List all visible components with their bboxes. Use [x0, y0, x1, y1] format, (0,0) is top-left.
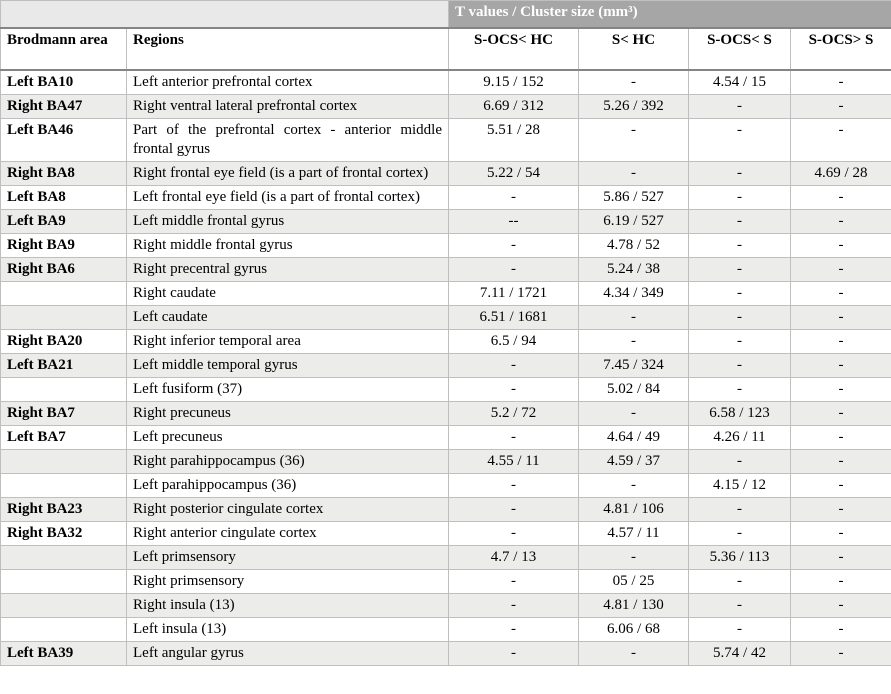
brodmann-area-cell: [1, 305, 127, 329]
brodmann-area-cell: Right BA6: [1, 257, 127, 281]
brodmann-area-cell: Left BA10: [1, 70, 127, 95]
table-row: [1, 329, 891, 353]
region-cell: Left middle temporal gyrus: [127, 353, 449, 377]
table-row: [1, 593, 891, 617]
table-row: [1, 449, 891, 473]
region-cell: Right frontal eye field (is a part of frontal cortex): [127, 161, 449, 185]
s-ocs-lt-hc-cell: -: [449, 425, 579, 449]
table-row: [1, 617, 891, 641]
s-lt-hc-cell: 4.59 / 37: [579, 449, 689, 473]
s-ocs-lt-s-cell: -: [689, 497, 791, 521]
s-ocs-lt-s-cell: -: [689, 329, 791, 353]
table-row: [1, 377, 891, 401]
s-lt-hc-cell: 5.02 / 84: [579, 377, 689, 401]
region-cell: Left middle frontal gyrus: [127, 209, 449, 233]
table-row: [1, 118, 891, 161]
brodmann-area-cell: [1, 545, 127, 569]
s-ocs-lt-s-cell: 4.15 / 12: [689, 473, 791, 497]
s-ocs-gt-s-cell: -: [791, 329, 891, 353]
s-ocs-lt-hc-cell: -: [449, 257, 579, 281]
s-ocs-gt-s-cell: -: [791, 305, 891, 329]
s-lt-hc-cell: -: [579, 329, 689, 353]
s-lt-hc-cell: -: [579, 545, 689, 569]
s-ocs-lt-s-cell: -: [689, 257, 791, 281]
s-ocs-lt-hc-cell: 6.5 / 94: [449, 329, 579, 353]
s-ocs-lt-s-cell: -: [689, 94, 791, 118]
s-ocs-gt-s-cell: -: [791, 641, 891, 665]
s-ocs-lt-hc-cell: 6.69 / 312: [449, 94, 579, 118]
s-lt-hc-cell: -: [579, 118, 689, 161]
s-ocs-lt-s-cell: 4.26 / 11: [689, 425, 791, 449]
s-ocs-gt-s-cell: -: [791, 353, 891, 377]
s-ocs-lt-hc-cell: -: [449, 569, 579, 593]
s-ocs-gt-s-cell: -: [791, 185, 891, 209]
table-row: [1, 569, 891, 593]
table-row: [1, 161, 891, 185]
s-ocs-gt-s-cell: -: [791, 521, 891, 545]
s-ocs-lt-hc-cell: 9.15 / 152: [449, 70, 579, 95]
region-cell: Right caudate: [127, 281, 449, 305]
brodmann-area-cell: [1, 569, 127, 593]
brodmann-area-cell: [1, 617, 127, 641]
s-ocs-lt-s-cell: -: [689, 281, 791, 305]
brodmann-area-cell: [1, 281, 127, 305]
s-lt-hc-cell: 4.78 / 52: [579, 233, 689, 257]
region-cell: Right posterior cingulate cortex: [127, 497, 449, 521]
table-row: [1, 94, 891, 118]
table-row: [1, 473, 891, 497]
s-lt-hc-cell: 6.06 / 68: [579, 617, 689, 641]
s-ocs-gt-s-cell: -: [791, 377, 891, 401]
s-ocs-gt-s-cell: -: [791, 70, 891, 95]
s-lt-hc-cell: -: [579, 473, 689, 497]
region-cell: Right parahippocampus (36): [127, 449, 449, 473]
s-ocs-lt-s-cell: -: [689, 593, 791, 617]
s-ocs-lt-s-cell: -: [689, 449, 791, 473]
brodmann-area-cell: [1, 377, 127, 401]
table-row: [1, 497, 891, 521]
s-ocs-lt-hc-cell: -: [449, 593, 579, 617]
s-ocs-lt-hc-cell: 4.55 / 11: [449, 449, 579, 473]
table-row: [1, 185, 891, 209]
s-ocs-gt-s-cell: 4.69 / 28: [791, 161, 891, 185]
s-lt-hc-cell: 4.57 / 11: [579, 521, 689, 545]
brodmann-area-cell: Right BA9: [1, 233, 127, 257]
s-ocs-lt-hc-cell: 5.22 / 54: [449, 161, 579, 185]
s-lt-hc-cell: 4.34 / 349: [579, 281, 689, 305]
s-ocs-lt-hc-cell: 7.11 / 1721: [449, 281, 579, 305]
s-ocs-lt-s-cell: -: [689, 353, 791, 377]
s-ocs-lt-s-cell: -: [689, 305, 791, 329]
region-cell: Right ventral lateral prefrontal cortex: [127, 94, 449, 118]
brodmann-area-cell: Right BA32: [1, 521, 127, 545]
brodmann-area-cell: [1, 593, 127, 617]
s-ocs-gt-s-cell: -: [791, 94, 891, 118]
brodmann-area-cell: [1, 473, 127, 497]
region-cell: Left parahippocampus (36): [127, 473, 449, 497]
table-row: [1, 545, 891, 569]
s-ocs-lt-s-cell: 6.58 / 123: [689, 401, 791, 425]
brodmann-area-cell: Left BA39: [1, 641, 127, 665]
s-lt-hc-cell: -: [579, 70, 689, 95]
s-ocs-gt-s-cell: -: [791, 425, 891, 449]
s-ocs-lt-hc-cell: -: [449, 353, 579, 377]
s-lt-hc-cell: 5.86 / 527: [579, 185, 689, 209]
brodmann-area-cell: [1, 449, 127, 473]
region-cell: Right precentral gyrus: [127, 257, 449, 281]
column-header-s-ocs-gt-s: S-OCS> S: [791, 28, 891, 70]
table-row: [1, 281, 891, 305]
region-cell: Left fusiform (37): [127, 377, 449, 401]
table-row: [1, 209, 891, 233]
s-ocs-lt-hc-cell: -: [449, 497, 579, 521]
s-ocs-gt-s-cell: -: [791, 473, 891, 497]
banner-title: T values / Cluster size (mm³): [449, 1, 891, 28]
s-ocs-lt-hc-cell: -: [449, 185, 579, 209]
s-ocs-lt-hc-cell: 5.2 / 72: [449, 401, 579, 425]
s-ocs-lt-hc-cell: -: [449, 617, 579, 641]
s-ocs-gt-s-cell: -: [791, 209, 891, 233]
region-cell: Left precuneus: [127, 425, 449, 449]
region-cell: Right middle frontal gyrus: [127, 233, 449, 257]
s-ocs-gt-s-cell: -: [791, 497, 891, 521]
s-lt-hc-cell: 7.45 / 324: [579, 353, 689, 377]
column-header-s-ocs-lt-s: S-OCS< S: [689, 28, 791, 70]
column-header-s-lt-hc: S< HC: [579, 28, 689, 70]
s-lt-hc-cell: -: [579, 401, 689, 425]
brodmann-area-cell: Left BA46: [1, 118, 127, 161]
brodmann-area-cell: Right BA47: [1, 94, 127, 118]
region-cell: Left caudate: [127, 305, 449, 329]
corner-spacer: [1, 1, 449, 28]
s-ocs-lt-s-cell: -: [689, 185, 791, 209]
s-ocs-lt-s-cell: -: [689, 617, 791, 641]
table-row: [1, 305, 891, 329]
s-ocs-lt-hc-cell: -: [449, 473, 579, 497]
region-cell: Left frontal eye field (is a part of frontal cortex): [127, 185, 449, 209]
brodmann-area-cell: Right BA7: [1, 401, 127, 425]
region-cell: Right primsensory: [127, 569, 449, 593]
s-lt-hc-cell: 6.19 / 527: [579, 209, 689, 233]
region-cell: Right precuneus: [127, 401, 449, 425]
s-lt-hc-cell: -: [579, 161, 689, 185]
s-lt-hc-cell: 5.24 / 38: [579, 257, 689, 281]
table-row: [1, 641, 891, 665]
table-row: [1, 233, 891, 257]
s-ocs-lt-s-cell: -: [689, 118, 791, 161]
table-row: [1, 70, 891, 95]
s-ocs-lt-hc-cell: -: [449, 377, 579, 401]
s-ocs-lt-s-cell: -: [689, 521, 791, 545]
s-ocs-lt-s-cell: -: [689, 161, 791, 185]
s-ocs-gt-s-cell: -: [791, 118, 891, 161]
s-ocs-gt-s-cell: -: [791, 449, 891, 473]
s-lt-hc-cell: 05 / 25: [579, 569, 689, 593]
s-lt-hc-cell: 4.81 / 106: [579, 497, 689, 521]
s-ocs-lt-hc-cell: 4.7 / 13: [449, 545, 579, 569]
table-body: [1, 70, 891, 666]
s-ocs-gt-s-cell: -: [791, 233, 891, 257]
table-row: [1, 401, 891, 425]
s-lt-hc-cell: 4.81 / 130: [579, 593, 689, 617]
s-ocs-lt-s-cell: -: [689, 209, 791, 233]
brodmann-area-cell: Left BA8: [1, 185, 127, 209]
s-ocs-gt-s-cell: -: [791, 617, 891, 641]
s-ocs-lt-hc-cell: -: [449, 641, 579, 665]
s-ocs-lt-s-cell: -: [689, 377, 791, 401]
brodmann-area-cell: Left BA7: [1, 425, 127, 449]
region-cell: Right insula (13): [127, 593, 449, 617]
s-ocs-lt-hc-cell: -: [449, 521, 579, 545]
region-cell: Left primsensory: [127, 545, 449, 569]
s-lt-hc-cell: -: [579, 641, 689, 665]
table-row: [1, 257, 891, 281]
banner-row: [1, 1, 891, 28]
table-row: [1, 425, 891, 449]
s-ocs-gt-s-cell: -: [791, 281, 891, 305]
brodmann-area-cell: Right BA8: [1, 161, 127, 185]
s-lt-hc-cell: -: [579, 305, 689, 329]
brodmann-area-cell: Right BA23: [1, 497, 127, 521]
brodmann-area-cell: Left BA21: [1, 353, 127, 377]
s-ocs-gt-s-cell: -: [791, 545, 891, 569]
region-cell: Left angular gyrus: [127, 641, 449, 665]
column-header-s-ocs-lt-hc: S-OCS< HC: [449, 28, 579, 70]
s-ocs-lt-hc-cell: --: [449, 209, 579, 233]
column-header-brodmann-area: Brodmann area: [1, 28, 127, 70]
region-cell: Part of the prefrontal cortex - anterior middle frontal gyrus: [127, 118, 449, 161]
s-lt-hc-cell: 5.26 / 392: [579, 94, 689, 118]
table-row: [1, 521, 891, 545]
s-ocs-lt-s-cell: 4.54 / 15: [689, 70, 791, 95]
region-cell: Right anterior cingulate cortex: [127, 521, 449, 545]
s-ocs-gt-s-cell: -: [791, 401, 891, 425]
s-ocs-lt-s-cell: 5.36 / 113: [689, 545, 791, 569]
region-cell: Right inferior temporal area: [127, 329, 449, 353]
column-header-regions: Regions: [127, 28, 449, 70]
brodmann-area-cell: Left BA9: [1, 209, 127, 233]
table-row: [1, 353, 891, 377]
column-header-row: [1, 28, 891, 70]
brodmann-area-cell: Right BA20: [1, 329, 127, 353]
s-ocs-lt-s-cell: 5.74 / 42: [689, 641, 791, 665]
s-ocs-lt-hc-cell: 5.51 / 28: [449, 118, 579, 161]
region-cell: Left anterior prefrontal cortex: [127, 70, 449, 95]
s-lt-hc-cell: 4.64 / 49: [579, 425, 689, 449]
s-ocs-gt-s-cell: -: [791, 569, 891, 593]
region-cell: Left insula (13): [127, 617, 449, 641]
s-ocs-lt-s-cell: -: [689, 569, 791, 593]
s-ocs-lt-hc-cell: 6.51 / 1681: [449, 305, 579, 329]
s-ocs-lt-hc-cell: -: [449, 233, 579, 257]
s-ocs-gt-s-cell: -: [791, 593, 891, 617]
s-ocs-gt-s-cell: -: [791, 257, 891, 281]
s-ocs-lt-s-cell: -: [689, 233, 791, 257]
